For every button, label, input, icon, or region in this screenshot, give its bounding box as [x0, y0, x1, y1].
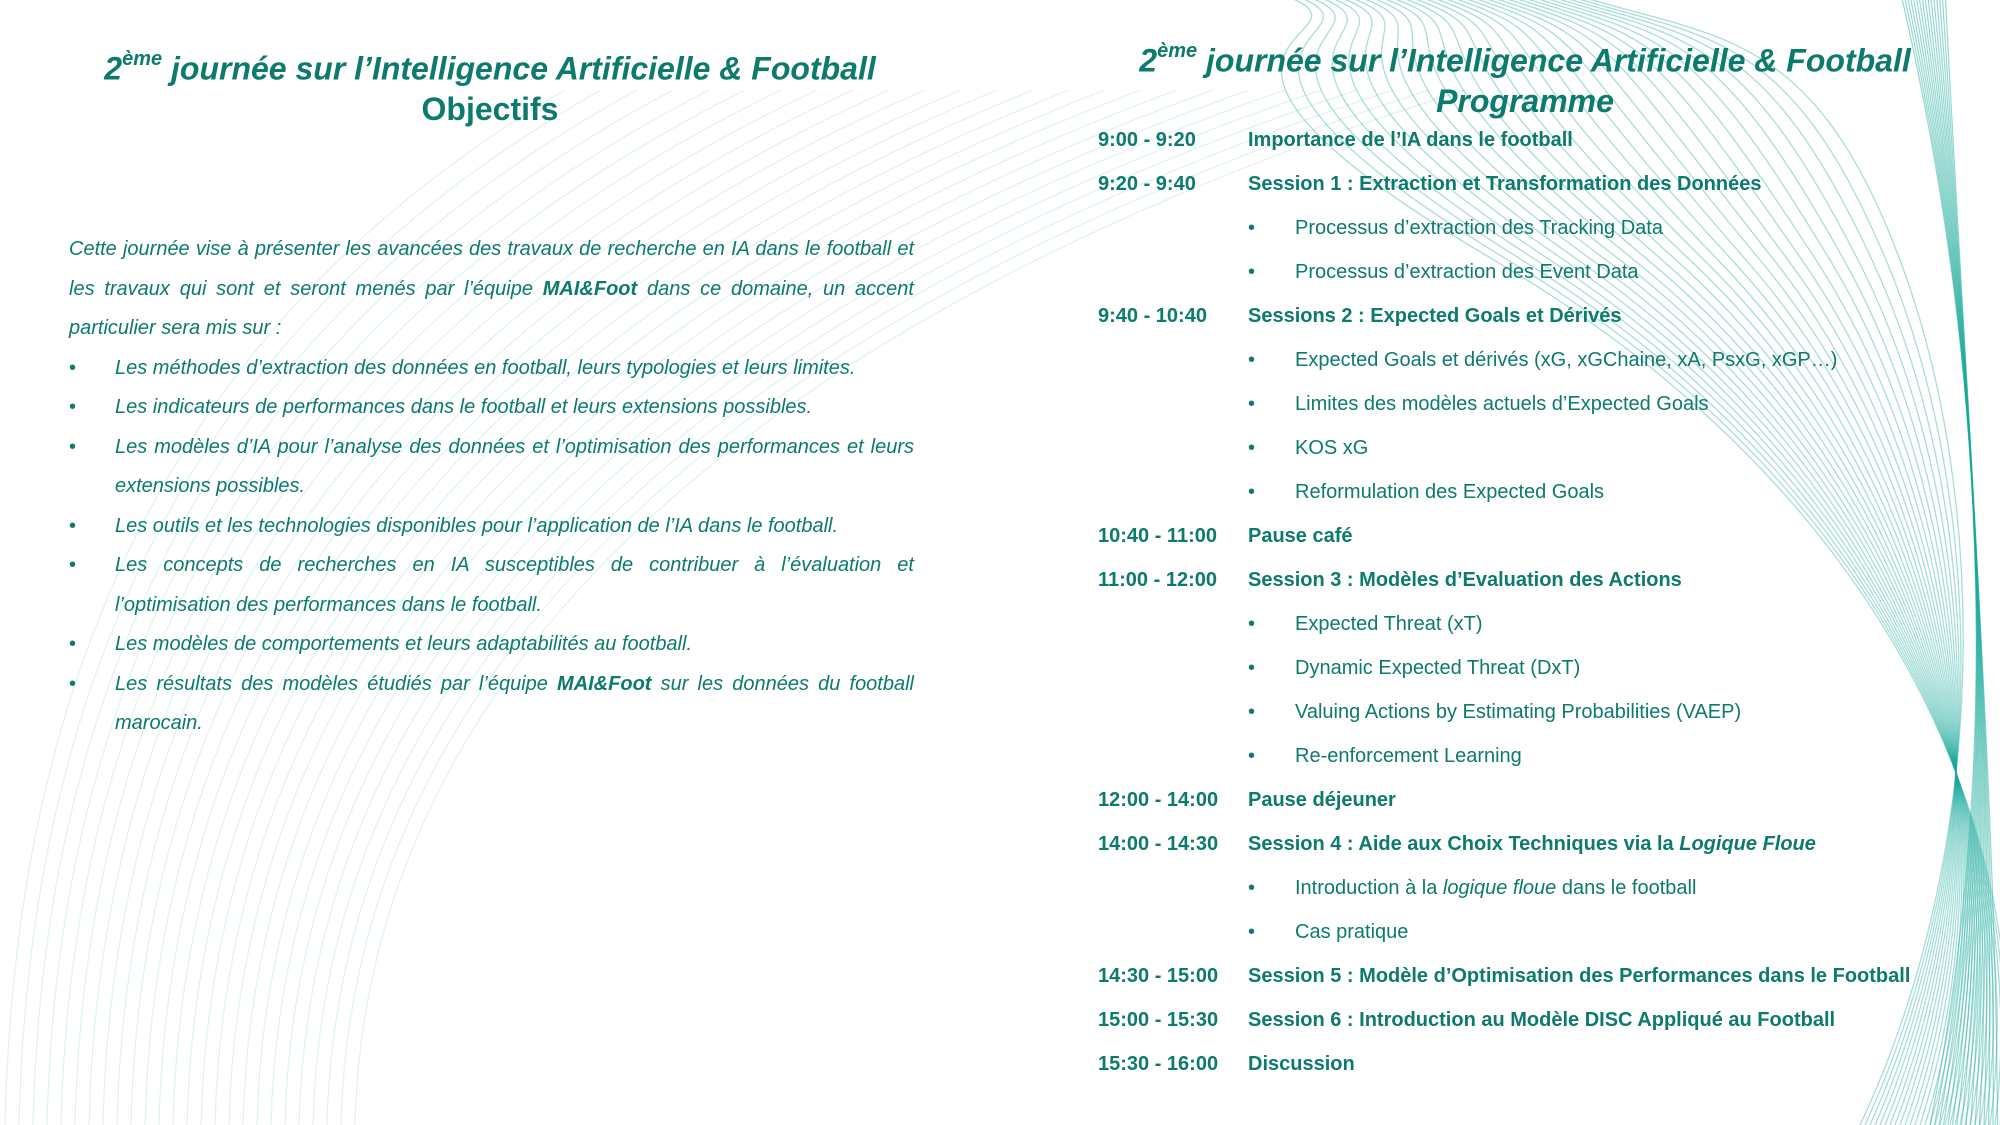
schedule-row: [1098, 560, 1998, 604]
schedule-subitem: [1098, 912, 1998, 956]
subitem-text-after: dans le football: [1556, 877, 1697, 899]
schedule-row: [1098, 120, 1998, 164]
schedule-row: [1098, 780, 1998, 824]
schedule-label-text: Importance de l’IA dans le football: [1248, 129, 1573, 151]
objective-text: Les concepts de recherches en IA susceptibles de contribuer à l’évaluation et l’optimisation des performances dans le football.: [115, 554, 914, 616]
bullet-icon: •: [1248, 261, 1256, 283]
bullet-icon: •: [69, 435, 77, 458]
subitem-label: [1295, 648, 1580, 688]
schedule-time: 15:00 - 15:30: [1098, 1009, 1219, 1031]
objective-text: Les résultats des modèles étudiés par l’équipe: [115, 672, 558, 695]
schedule-label-text: Sessions 2 : Expected Goals et Dérivés: [1248, 305, 1622, 327]
schedule-label: [1248, 120, 1573, 160]
schedule-time: 11:00 - 12:00: [1098, 569, 1217, 591]
program-title: [1070, 34, 1980, 121]
bullet-icon: •: [1248, 877, 1256, 899]
bullet-icon: •: [69, 554, 77, 576]
subitem-label: [1295, 252, 1639, 292]
subitem-label: [1295, 692, 1741, 732]
objectives-subtitle: Objectifs: [421, 90, 559, 127]
subitem-text: Expected Goals et dérivés (xG, xGChaine, xA, PsxG, xGP…): [1295, 349, 1838, 371]
schedule-time: 10:40 - 11:00: [1098, 525, 1217, 547]
schedule-label: [1248, 296, 1622, 336]
schedule-label: [1248, 824, 1816, 864]
objective-item: [69, 546, 914, 625]
bullet-icon: •: [1248, 349, 1256, 371]
objective-text: Les modèles d’IA pour l’analyse des données et l’optimisation des performances et leurs extensions possibles.: [115, 435, 914, 497]
bullet-icon: •: [1248, 393, 1256, 415]
objective-item: [69, 388, 914, 428]
subitem-label: [1295, 912, 1408, 952]
schedule-subitem: [1098, 604, 1998, 648]
objective-item: [69, 349, 914, 389]
schedule-row: [1098, 956, 1998, 1000]
subitem-text: Cas pratique: [1295, 921, 1409, 943]
bullet-icon: •: [1248, 217, 1256, 239]
schedule-label: [1248, 1044, 1355, 1084]
schedule-label-text: Session 6 : Introduction au Modèle DISC Appliqué au Football: [1248, 1009, 1836, 1031]
team-name: MAI&Foot: [542, 277, 638, 300]
schedule-time: 15:30 - 16:00: [1098, 1053, 1219, 1075]
schedule-time: 14:00 - 14:30: [1098, 833, 1219, 855]
schedule-subitem: [1098, 648, 1998, 692]
schedule-label-text: Pause déjeuner: [1248, 789, 1396, 811]
title-ordinal: 2: [104, 50, 123, 87]
schedule-row: [1098, 824, 1998, 868]
schedule-subitem: [1098, 472, 1998, 516]
subitem-label: [1295, 868, 1696, 908]
schedule-subitem: [1098, 384, 1998, 428]
objectives-text: [69, 230, 914, 744]
intro-part1: Cette journée vise à présenter les avancées des travaux de recherche en IA dans le football et les travaux qui sont et seront menés par l’équipe: [69, 238, 914, 300]
schedule-subitem: [1098, 736, 1998, 780]
schedule-time: 9:20 - 9:40: [1098, 173, 1196, 195]
schedule-label-text: Session 1 : Extraction et Transformation des Données: [1248, 173, 1762, 195]
subitem-text: Reformulation des Expected Goals: [1295, 481, 1605, 503]
schedule-row: [1098, 1000, 1998, 1044]
subitem-label: [1295, 208, 1663, 248]
schedule-label-text: Discussion: [1248, 1053, 1355, 1075]
schedule-label: [1248, 516, 1353, 556]
title-ordinal: 2: [1139, 42, 1158, 79]
schedule-label: [1248, 780, 1396, 820]
schedule-subitem: [1098, 340, 1998, 384]
subitem-text: Valuing Actions by Estimating Probabilities (VAEP): [1295, 701, 1742, 723]
schedule-time: 9:40 - 10:40: [1098, 305, 1207, 327]
bullet-icon: •: [1248, 701, 1256, 723]
schedule-label: [1248, 164, 1761, 204]
schedule-subitem: [1098, 208, 1998, 252]
intro-part2: dans ce domaine, un accent particulier sera mis sur :: [69, 277, 914, 339]
objectives-title: [40, 42, 940, 129]
bullet-icon: •: [69, 633, 77, 655]
bullet-icon: •: [69, 396, 77, 418]
bullet-icon: •: [1248, 481, 1256, 503]
title-text: journée sur l’Intelligence Artificielle & Football: [1197, 42, 1911, 79]
objective-item: [69, 428, 914, 507]
schedule-label-text: Session 3 : Modèles d’Evaluation des Actions: [1248, 569, 1682, 591]
subitem-text: Limites des modèles actuels d’Expected Goals: [1295, 393, 1709, 415]
team-name: MAI&Foot: [557, 672, 652, 695]
objective-text-after: sur les données du football marocain.: [115, 672, 914, 734]
subitem-text: Introduction à la: [1295, 877, 1443, 899]
title-ordinal-sup: ème: [1157, 40, 1198, 62]
schedule-row: [1098, 516, 1998, 560]
schedule-time: 14:30 - 15:00: [1098, 965, 1219, 987]
subitem-label: [1295, 736, 1522, 776]
schedule-label: [1248, 560, 1682, 600]
schedule-label-text: Session 4 : Aide aux Choix Techniques via la: [1248, 833, 1680, 855]
subitem-label: [1295, 428, 1368, 468]
schedule-subitem: [1098, 692, 1998, 736]
subitem-text: KOS xG: [1295, 437, 1369, 459]
objectives-list: [69, 349, 914, 744]
bullet-icon: •: [1248, 437, 1256, 459]
title-text: journée sur l’Intelligence Artificielle & Football: [162, 50, 876, 87]
objective-item: [69, 665, 914, 744]
subitem-italic: logique floue: [1442, 877, 1557, 899]
schedule-label: [1248, 956, 1910, 996]
objective-item: [69, 507, 914, 547]
title-ordinal-sup: ème: [122, 48, 163, 70]
schedule-label-text: Session 5 : Modèle d’Optimisation des Performances dans le Football: [1248, 965, 1911, 987]
subitem-label: [1295, 340, 1837, 380]
objective-text: Les outils et les technologies disponibles pour l’application de l’IA dans le football.: [115, 514, 839, 537]
subitem-label: [1295, 604, 1482, 644]
bullet-icon: •: [1248, 613, 1256, 635]
bullet-icon: •: [69, 356, 77, 379]
schedule-row: [1098, 1044, 1998, 1088]
schedule-subitem: [1098, 428, 1998, 472]
subitem-text: Dynamic Expected Threat (DxT): [1295, 657, 1581, 679]
schedule-time: 12:00 - 14:00: [1098, 789, 1219, 811]
subitem-text: Processus d’extraction des Tracking Data: [1295, 217, 1663, 239]
bullet-icon: •: [69, 672, 77, 695]
subitem-label: [1295, 384, 1709, 424]
schedule-time: 9:00 - 9:20: [1098, 129, 1196, 151]
bullet-icon: •: [69, 514, 77, 537]
schedule-label: [1248, 1000, 1835, 1040]
program-subtitle: Programme: [1436, 82, 1614, 119]
bullet-icon: •: [1248, 657, 1256, 679]
objectives-intro: [69, 230, 914, 349]
subitem-text: Expected Threat (xT): [1295, 613, 1483, 635]
subitem-label: [1295, 472, 1604, 512]
objective-item: [69, 625, 914, 665]
schedule-row: [1098, 164, 1998, 208]
schedule-subitem: [1098, 252, 1998, 296]
schedule-row: [1098, 296, 1998, 340]
objective-text: Les indicateurs de performances dans le football et leurs extensions possibles.: [115, 396, 813, 418]
schedule-label-italic: Logique Floue: [1679, 833, 1816, 855]
schedule-subitem: [1098, 868, 1998, 912]
objective-text: Les méthodes d’extraction des données en football, leurs typologies et leurs limites.: [115, 356, 856, 379]
subitem-text: Processus d’extraction des Event Data: [1295, 261, 1639, 283]
bullet-icon: •: [1248, 921, 1256, 943]
schedule-label-text: Pause café: [1248, 525, 1353, 547]
bullet-icon: •: [1248, 745, 1256, 767]
program-schedule: [1098, 120, 1998, 1088]
objective-text: Les modèles de comportements et leurs adaptabilités au football.: [115, 633, 693, 655]
subitem-text: Re-enforcement Learning: [1295, 745, 1522, 767]
